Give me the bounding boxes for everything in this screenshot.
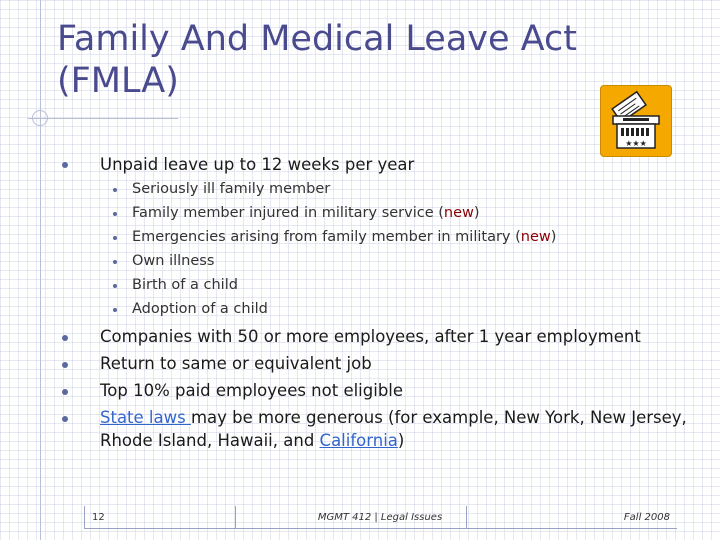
ballot-box-icon [600, 85, 672, 157]
text: Rhode Island, Hawaii, and [100, 431, 320, 450]
svg-text:★★★: ★★★ [625, 139, 647, 148]
california-link[interactable]: California [319, 431, 398, 450]
sub-bullet-military-emergency [132, 229, 556, 245]
bullet-state-laws-line2 [100, 431, 404, 450]
title-line-2: (FMLA) [57, 61, 179, 101]
sub-bullet-dot [113, 188, 117, 192]
bullet-return-job: Return to same or equivalent job [100, 354, 372, 373]
footer-page-box [84, 506, 235, 529]
guide-circle [32, 110, 48, 126]
slide-title [57, 18, 617, 102]
text: Emergencies arising from family member in military ( [132, 229, 521, 245]
sub-bullet-dot [113, 284, 117, 288]
sub-bullet-dot [113, 212, 117, 216]
sub-bullet-dot [113, 260, 117, 264]
bullet-companies: Companies with 50 or more employees, after 1 year employment [100, 327, 641, 346]
text: Family member injured in military service ( [132, 205, 444, 221]
bullet-top-paid: Top 10% paid employees not eligible [100, 381, 404, 400]
text: ) [397, 431, 405, 450]
sub-bullet-dot [113, 236, 117, 240]
sub-bullet-birth: Birth of a child [132, 277, 238, 293]
state-laws-link[interactable]: State laws [100, 408, 191, 427]
bullet-state-laws [100, 408, 687, 427]
text: ) [473, 205, 480, 221]
sub-bullet-adoption: Adoption of a child [132, 301, 268, 317]
guide-horizontal-line [28, 118, 178, 119]
sub-bullet-ill-family: Seriously ill family member [132, 181, 331, 197]
bullet-dot [62, 162, 68, 168]
sub-bullet-own-illness: Own illness [132, 253, 215, 269]
new-tag: new [520, 229, 551, 245]
footer-course: MGMT 412 | Legal Issues [317, 512, 443, 523]
bullet-dot [62, 362, 68, 368]
sub-bullet-military-injured [132, 205, 480, 221]
sub-bullet-dot [113, 308, 117, 312]
bullet-dot [62, 335, 68, 341]
new-tag: new [443, 205, 474, 221]
bullet-dot [62, 416, 68, 422]
text: ) [550, 229, 557, 245]
ballot-box-svg [601, 86, 671, 156]
bullet-dot [62, 389, 68, 395]
footer-page-number: 12 [92, 512, 105, 523]
guide-vertical-line [40, 0, 41, 540]
title-line-1: Family And Medical Leave Act [57, 19, 577, 59]
bullet-unpaid-leave: Unpaid leave up to 12 weeks per year [100, 155, 415, 174]
footer-term: Fall 2008 [623, 512, 670, 523]
text: may be more generous (for example, New York, New Jersey, [190, 408, 687, 427]
